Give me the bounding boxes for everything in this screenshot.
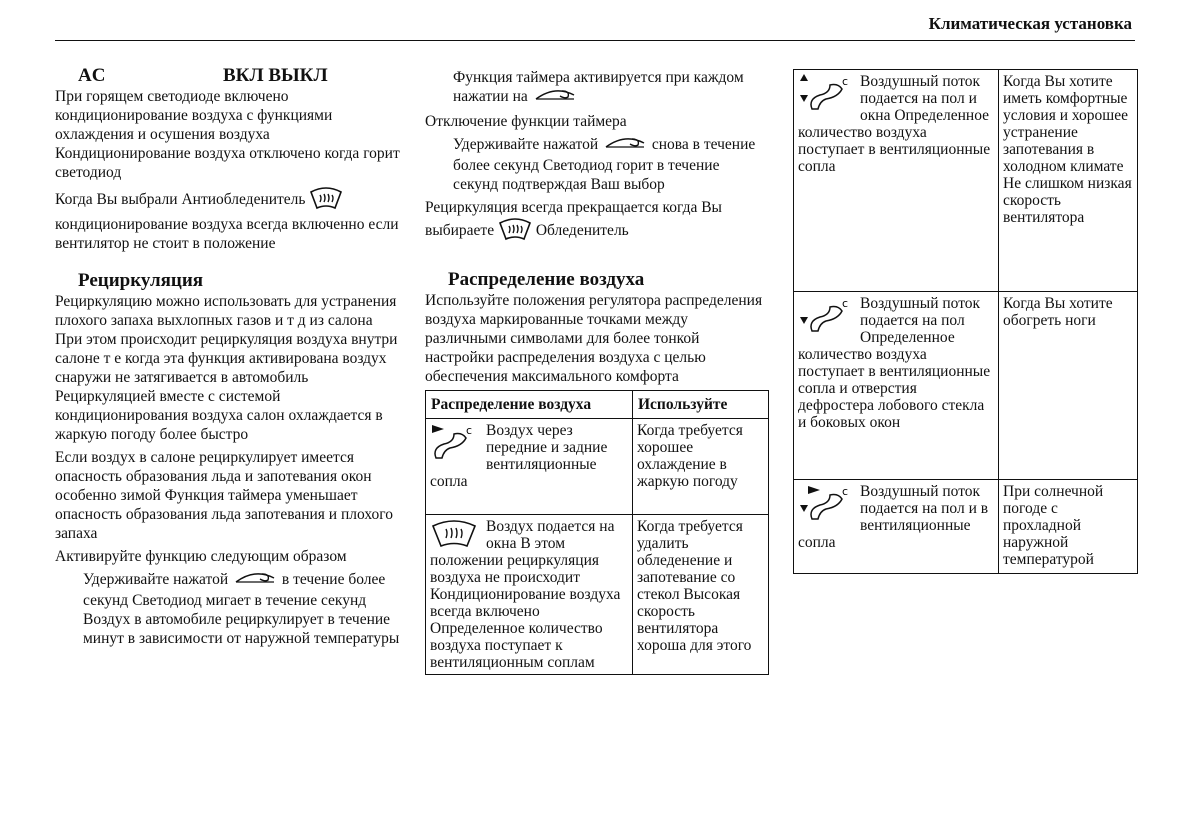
timer-p3-end: Обледенитель (535, 222, 629, 240)
mode-text: Воздух через передние и задние вентиляционные сопла (430, 422, 608, 490)
timer-paragraph-3 (425, 198, 765, 246)
mode-text: Воздушный поток подается на пол и в вентиляционные сопла (798, 483, 989, 551)
distribution-paragraph: Используйте положения регулятора распределения воздуха маркированные точками между различными символами для более тонкой настройки распределения воздуха с целью обеспечения максимального комфорта (425, 292, 763, 385)
page-header-title: Климатическая установка (928, 14, 1132, 33)
header-rule (55, 40, 1135, 41)
table-cell-use: Когда требуется удалить обледенение и запотевание со стекол Высокая скорость вентилятора хороша для этого (633, 515, 769, 675)
table-cell-use: При солнечной погоде с прохладной наружной температурой (999, 480, 1138, 574)
table-header-mode: Распределение воздуха (426, 391, 633, 419)
table-cell-mode (794, 480, 999, 574)
recirculation-heading: Рециркуляция (78, 270, 204, 291)
timer-p2-start: Удерживайте нажатой (453, 136, 599, 154)
recirc-p4-end: в течение более секунд Светодиод мигает в течение секунд Воздух в автомобиле рециркулирует в течение минут в зависимости от наружной температуры (83, 571, 400, 647)
table-row (794, 292, 1138, 480)
table-row (794, 70, 1138, 292)
svg-text:c: c (842, 75, 849, 88)
recirculation-paragraph-3: Активируйте функцию следующим образом (55, 548, 347, 565)
airflow-floor-icon (798, 295, 852, 339)
timer-p2-end: снова в течение более секунд Светодиод горит в течение секунд подтверждая Ваш выбор (453, 136, 756, 193)
ac-title: AC (78, 65, 106, 86)
table-row (794, 480, 1138, 574)
table-cell-use: Когда Вы хотите обогреть ноги (999, 292, 1138, 480)
timer-paragraph-2 (425, 135, 765, 194)
table-row (426, 419, 769, 515)
defrost-icon (498, 217, 532, 246)
svg-text:c: c (466, 424, 473, 437)
timer-p3-start: Рециркуляция всегда прекращается когда Вы выбираете (425, 199, 722, 240)
table-header-use: Используйте (633, 391, 769, 419)
timer-paragraph-1 (425, 68, 765, 108)
distribution-table (425, 390, 769, 675)
recirculation-paragraph-1: Рециркуляцию можно использовать для устранения плохого запаха выхлопных газов и т д из салона При этом происходит рециркуляция воздуха внутри салоне т е когда эта функция активирована воздух снаружи не затягивается в автомобиль Рециркуляцией вместе с системой кондиционирования воздуха салон охлаждается в жаркую погоду более быстро (55, 293, 398, 443)
table-row (426, 515, 769, 675)
mode-text: Воздушный поток подается на пол и окна Определенное количество воздуха поступает в вентиляционные сопла (798, 73, 991, 175)
table-cell-mode (794, 70, 999, 292)
table-cell-mode (426, 515, 633, 675)
table-cell-mode (426, 419, 633, 515)
timer-p1-text: Функция таймера активируется при каждом нажатии на (453, 69, 744, 106)
defrost-icon (430, 518, 478, 552)
mode-text: Воздух подается на окна В этом положении рециркуляция воздуха не происходит Кондиционирование воздуха всегда включено Определенное количество воздуха поступает к вентиляционным соплам (430, 518, 621, 671)
recirculation-paragraph-2: Если воздух в салоне рециркулирует имеется опасность образования льда и запотевания окон особенно зимой Функция таймера уменьшает опасность образования льда запотевания и плохого запаха (55, 449, 393, 542)
defrost-icon (309, 186, 343, 215)
column-2 (425, 68, 765, 675)
timer-off-line: Отключение функции таймера (425, 113, 627, 130)
ac-paragraph-2 (55, 186, 400, 253)
svg-text:c: c (842, 485, 849, 498)
table-cell-use: Когда Вы хотите иметь комфортные условия и хорошее устранение запотевания в холодном климате Не слишком низкая скорость вентилятора (999, 70, 1138, 292)
recirculation-icon (602, 135, 648, 156)
ac-state: ВКЛ ВЫКЛ (223, 65, 328, 86)
column-1 (55, 66, 400, 652)
distribution-table-continued (793, 69, 1138, 574)
recirculation-paragraph-4 (55, 570, 400, 648)
ac-p2-start: Когда Вы выбрали Антиобледенитель (55, 191, 306, 209)
airflow-floor-face-icon (798, 483, 852, 527)
svg-text:c: c (842, 297, 849, 310)
airflow-face-icon (430, 422, 478, 466)
ac-paragraph-1: При горящем светодиоде включено кондиционирование воздуха с функциями охлаждения и осушения воздуха Кондиционирование воздуха отключено когда горит светодиод (55, 88, 400, 181)
ac-p2-end: кондиционирование воздуха всегда включенно если вентилятор не стоит в положение (55, 216, 399, 252)
distribution-heading: Распределение воздуха (448, 269, 645, 290)
table-cell-use: Когда требуется хорошее охлаждение в жаркую погоду (633, 419, 769, 515)
table-cell-mode (794, 292, 999, 480)
table-header-row (426, 391, 769, 419)
recirc-p4-start: Удерживайте нажатой (83, 571, 229, 589)
airflow-floor-window-icon (798, 73, 852, 117)
ac-heading (78, 66, 400, 85)
recirculation-icon (232, 570, 278, 591)
mode-text: Воздушный поток подается на пол Определенное количество воздуха поступает в вентиляционные сопла и отверстия дефростера лобового стекла и боковых окон (798, 295, 991, 431)
recirculation-icon (532, 87, 578, 108)
